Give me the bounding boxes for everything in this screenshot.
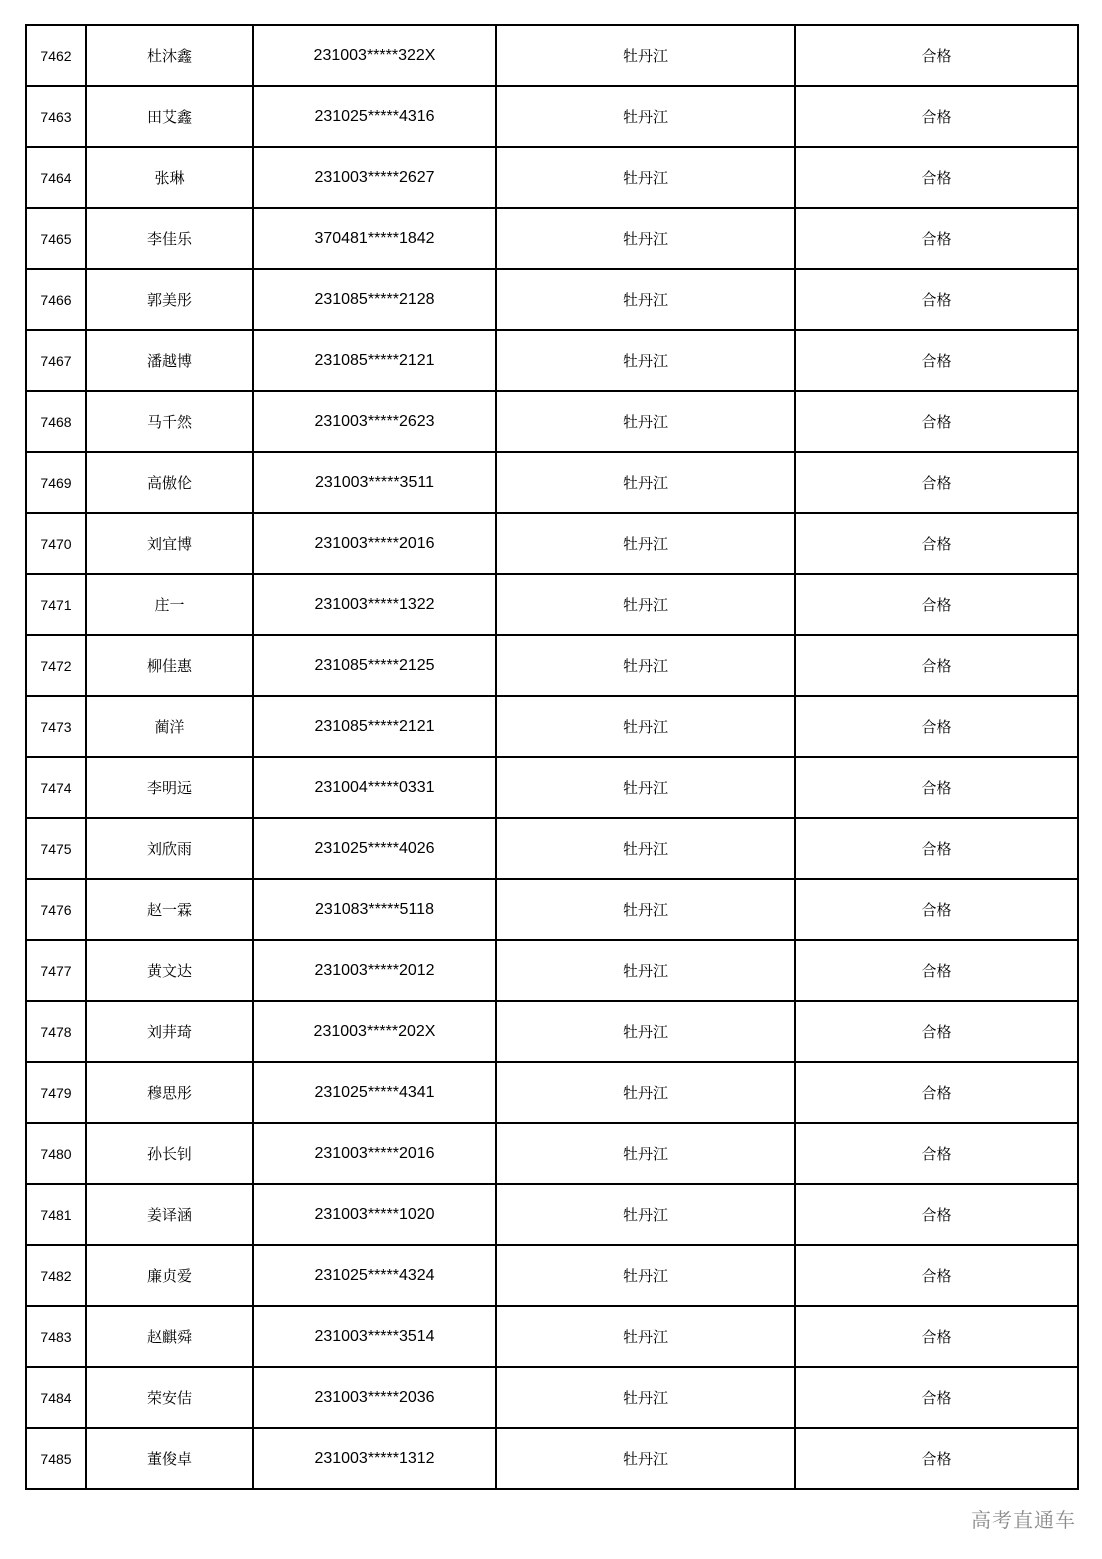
serial-number-cell: 7478: [26, 1001, 86, 1062]
id-number-cell: 231025*****4341: [253, 1062, 496, 1123]
city-cell: 牡丹江: [496, 1306, 795, 1367]
serial-number-cell: 7465: [26, 208, 86, 269]
name-cell: 刘宜博: [86, 513, 253, 574]
name-cell: 刘欣雨: [86, 818, 253, 879]
table-row: [26, 208, 1078, 269]
id-number-cell: 231003*****2036: [253, 1367, 496, 1428]
name-cell: 潘越博: [86, 330, 253, 391]
results-table: [25, 24, 1079, 1490]
name-cell: 姜译涵: [86, 1184, 253, 1245]
result-cell: 合格: [795, 269, 1078, 330]
table-row: [26, 574, 1078, 635]
name-cell: 刘茾琦: [86, 1001, 253, 1062]
id-number-cell: 231003*****3511: [253, 452, 496, 513]
table-row: [26, 1001, 1078, 1062]
result-cell: 合格: [795, 208, 1078, 269]
result-cell: 合格: [795, 1306, 1078, 1367]
result-cell: 合格: [795, 696, 1078, 757]
id-number-cell: 231003*****2012: [253, 940, 496, 1001]
city-cell: 牡丹江: [496, 452, 795, 513]
name-cell: 庄一: [86, 574, 253, 635]
serial-number-cell: 7485: [26, 1428, 86, 1489]
serial-number-cell: 7472: [26, 635, 86, 696]
city-cell: 牡丹江: [496, 879, 795, 940]
city-cell: 牡丹江: [496, 818, 795, 879]
id-number-cell: 231085*****2125: [253, 635, 496, 696]
id-number-cell: 231003*****2623: [253, 391, 496, 452]
serial-number-cell: 7475: [26, 818, 86, 879]
city-cell: 牡丹江: [496, 1367, 795, 1428]
result-cell: 合格: [795, 452, 1078, 513]
result-cell: 合格: [795, 1123, 1078, 1184]
name-cell: 穆思彤: [86, 1062, 253, 1123]
name-cell: 董俊卓: [86, 1428, 253, 1489]
id-number-cell: 231083*****5118: [253, 879, 496, 940]
name-cell: 马千然: [86, 391, 253, 452]
table-row: [26, 513, 1078, 574]
result-cell: 合格: [795, 1062, 1078, 1123]
table-row: [26, 391, 1078, 452]
result-cell: 合格: [795, 86, 1078, 147]
city-cell: 牡丹江: [496, 269, 795, 330]
id-number-cell: 231003*****2627: [253, 147, 496, 208]
table-row: [26, 25, 1078, 86]
table-row: [26, 452, 1078, 513]
id-number-cell: 231085*****2121: [253, 330, 496, 391]
result-cell: 合格: [795, 513, 1078, 574]
result-cell: 合格: [795, 1001, 1078, 1062]
id-number-cell: 231085*****2128: [253, 269, 496, 330]
result-cell: 合格: [795, 1367, 1078, 1428]
serial-number-cell: 7467: [26, 330, 86, 391]
name-cell: 孙长钊: [86, 1123, 253, 1184]
city-cell: 牡丹江: [496, 391, 795, 452]
table-body: [26, 25, 1078, 1489]
id-number-cell: 370481*****1842: [253, 208, 496, 269]
name-cell: 赵麒舜: [86, 1306, 253, 1367]
serial-number-cell: 7481: [26, 1184, 86, 1245]
name-cell: 荣安佶: [86, 1367, 253, 1428]
city-cell: 牡丹江: [496, 330, 795, 391]
serial-number-cell: 7477: [26, 940, 86, 1001]
serial-number-cell: 7473: [26, 696, 86, 757]
id-number-cell: 231003*****3514: [253, 1306, 496, 1367]
result-cell: 合格: [795, 1184, 1078, 1245]
serial-number-cell: 7480: [26, 1123, 86, 1184]
city-cell: 牡丹江: [496, 940, 795, 1001]
id-number-cell: 231003*****322X: [253, 25, 496, 86]
id-number-cell: 231003*****1322: [253, 574, 496, 635]
result-cell: 合格: [795, 574, 1078, 635]
name-cell: 高傲伦: [86, 452, 253, 513]
result-cell: 合格: [795, 1245, 1078, 1306]
result-cell: 合格: [795, 25, 1078, 86]
city-cell: 牡丹江: [496, 696, 795, 757]
serial-number-cell: 7471: [26, 574, 86, 635]
serial-number-cell: 7479: [26, 1062, 86, 1123]
serial-number-cell: 7476: [26, 879, 86, 940]
name-cell: 廉贞爱: [86, 1245, 253, 1306]
id-number-cell: 231025*****4316: [253, 86, 496, 147]
table-row: [26, 635, 1078, 696]
serial-number-cell: 7484: [26, 1367, 86, 1428]
name-cell: 柳佳惠: [86, 635, 253, 696]
name-cell: 田艾鑫: [86, 86, 253, 147]
name-cell: 杜沐鑫: [86, 25, 253, 86]
serial-number-cell: 7482: [26, 1245, 86, 1306]
city-cell: 牡丹江: [496, 147, 795, 208]
table-row: [26, 1123, 1078, 1184]
serial-number-cell: 7468: [26, 391, 86, 452]
serial-number-cell: 7470: [26, 513, 86, 574]
table-row: [26, 1184, 1078, 1245]
table-row: [26, 1428, 1078, 1489]
city-cell: 牡丹江: [496, 1184, 795, 1245]
serial-number-cell: 7462: [26, 25, 86, 86]
id-number-cell: 231003*****2016: [253, 1123, 496, 1184]
name-cell: 赵一霖: [86, 879, 253, 940]
id-number-cell: 231085*****2121: [253, 696, 496, 757]
table-row: [26, 1306, 1078, 1367]
id-number-cell: 231025*****4324: [253, 1245, 496, 1306]
city-cell: 牡丹江: [496, 1428, 795, 1489]
table-row: [26, 330, 1078, 391]
table-row: [26, 940, 1078, 1001]
table-row: [26, 147, 1078, 208]
city-cell: 牡丹江: [496, 1245, 795, 1306]
name-cell: 郭美彤: [86, 269, 253, 330]
table-row: [26, 269, 1078, 330]
table-row: [26, 879, 1078, 940]
serial-number-cell: 7466: [26, 269, 86, 330]
id-number-cell: 231003*****1020: [253, 1184, 496, 1245]
result-cell: 合格: [795, 940, 1078, 1001]
serial-number-cell: 7483: [26, 1306, 86, 1367]
city-cell: 牡丹江: [496, 513, 795, 574]
watermark-text: 高考直通车: [971, 1508, 1076, 1532]
table-row: [26, 1245, 1078, 1306]
name-cell: 蔺洋: [86, 696, 253, 757]
city-cell: 牡丹江: [496, 208, 795, 269]
serial-number-cell: 7469: [26, 452, 86, 513]
name-cell: 黄文达: [86, 940, 253, 1001]
id-number-cell: 231025*****4026: [253, 818, 496, 879]
result-cell: 合格: [795, 879, 1078, 940]
result-cell: 合格: [795, 757, 1078, 818]
city-cell: 牡丹江: [496, 86, 795, 147]
name-cell: 李佳乐: [86, 208, 253, 269]
id-number-cell: 231003*****202X: [253, 1001, 496, 1062]
table-row: [26, 86, 1078, 147]
id-number-cell: 231003*****2016: [253, 513, 496, 574]
city-cell: 牡丹江: [496, 757, 795, 818]
result-cell: 合格: [795, 147, 1078, 208]
city-cell: 牡丹江: [496, 1123, 795, 1184]
table-row: [26, 818, 1078, 879]
city-cell: 牡丹江: [496, 25, 795, 86]
table-row: [26, 1367, 1078, 1428]
name-cell: 张琳: [86, 147, 253, 208]
city-cell: 牡丹江: [496, 1001, 795, 1062]
city-cell: 牡丹江: [496, 635, 795, 696]
serial-number-cell: 7474: [26, 757, 86, 818]
serial-number-cell: 7464: [26, 147, 86, 208]
result-cell: 合格: [795, 1428, 1078, 1489]
name-cell: 李明远: [86, 757, 253, 818]
city-cell: 牡丹江: [496, 574, 795, 635]
serial-number-cell: 7463: [26, 86, 86, 147]
result-cell: 合格: [795, 391, 1078, 452]
table-row: [26, 757, 1078, 818]
city-cell: 牡丹江: [496, 1062, 795, 1123]
id-number-cell: 231004*****0331: [253, 757, 496, 818]
result-cell: 合格: [795, 818, 1078, 879]
id-number-cell: 231003*****1312: [253, 1428, 496, 1489]
table-row: [26, 696, 1078, 757]
result-cell: 合格: [795, 330, 1078, 391]
result-cell: 合格: [795, 635, 1078, 696]
table-row: [26, 1062, 1078, 1123]
